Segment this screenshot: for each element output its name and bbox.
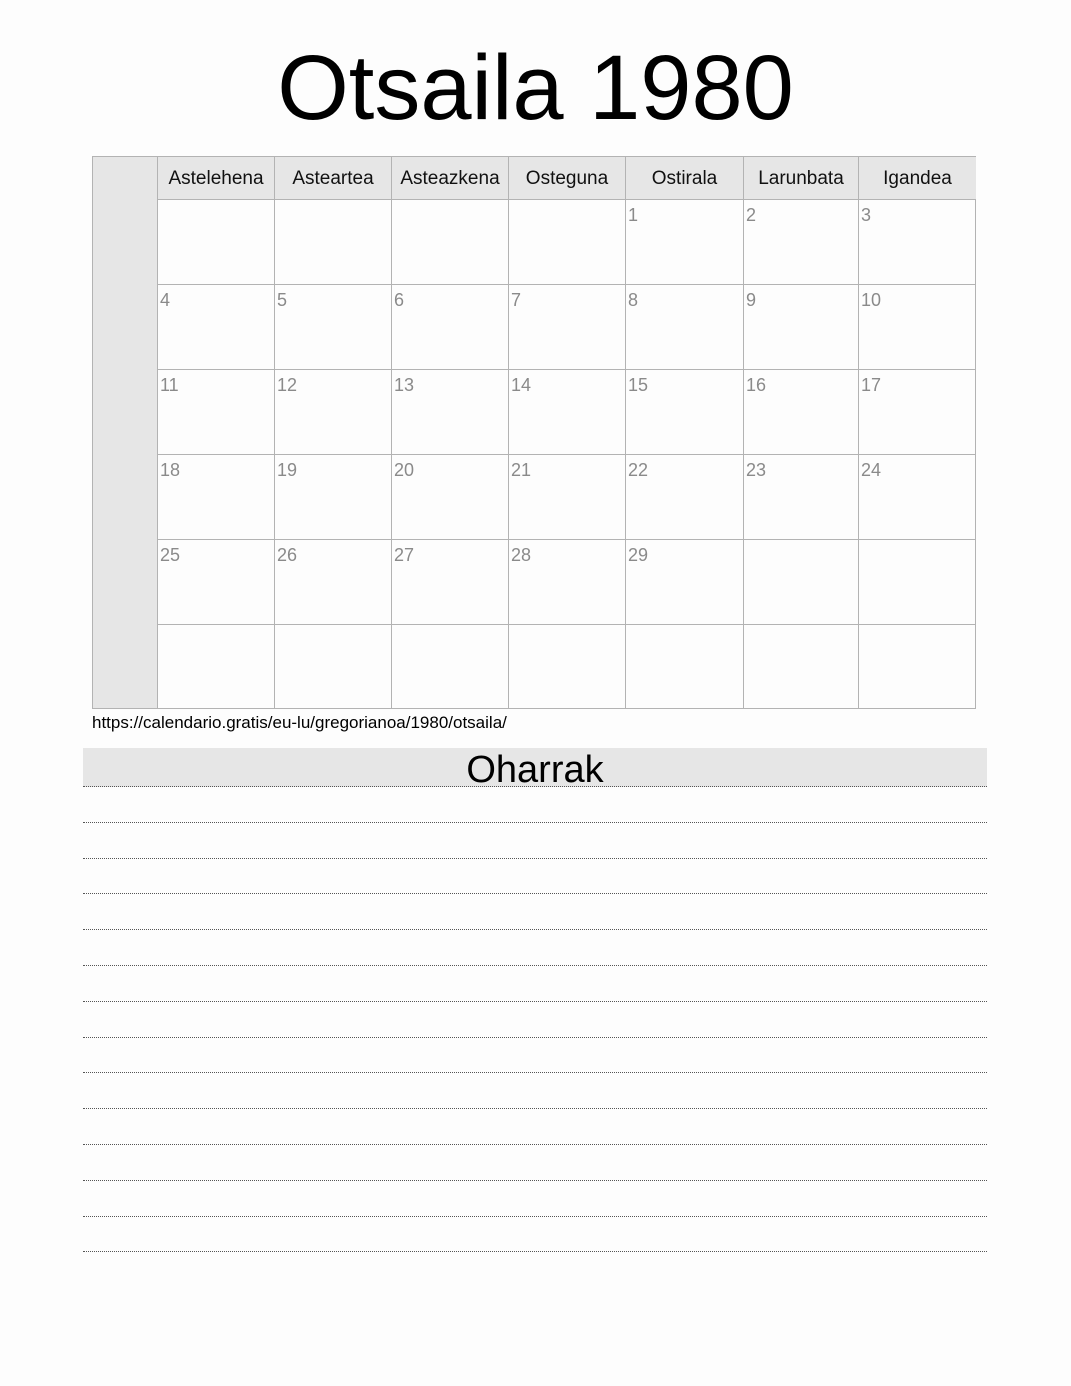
notes-heading: Oharrak: [83, 748, 987, 787]
day-number: 9: [746, 290, 757, 310]
day-cell: [744, 285, 859, 370]
day-cell: [158, 455, 275, 540]
day-number: 24: [861, 460, 882, 480]
note-line: [83, 1180, 987, 1181]
day-number: 8: [628, 290, 639, 310]
day-number: 14: [511, 375, 532, 395]
day-number: 15: [628, 375, 649, 395]
note-line: [83, 1216, 987, 1217]
day-number: 4: [160, 290, 171, 310]
day-number: 17: [861, 375, 882, 395]
day-number: 6: [394, 290, 405, 310]
day-number: 12: [277, 375, 298, 395]
day-cell: [509, 455, 626, 540]
day-number: 1: [628, 205, 639, 225]
day-number: 11: [160, 375, 179, 395]
day-cell: [275, 625, 392, 708]
day-number: 5: [277, 290, 288, 310]
day-cell: [859, 200, 976, 285]
day-cell: [158, 540, 275, 625]
day-cell: [744, 370, 859, 455]
day-cell: [859, 625, 976, 708]
weekday-header-friday: Ostirala: [626, 157, 744, 200]
day-cell: [275, 455, 392, 540]
day-number: 19: [277, 460, 298, 480]
note-line: [83, 1144, 987, 1145]
day-cell: [626, 540, 744, 625]
weekday-header-monday: Astelehena: [158, 157, 275, 200]
day-number: 7: [511, 290, 522, 310]
note-line: [83, 1037, 987, 1038]
note-line: [83, 929, 987, 930]
day-cell: [275, 540, 392, 625]
day-number: 28: [511, 545, 532, 565]
day-cell: [275, 285, 392, 370]
weekday-header-tuesday: Asteartea: [275, 157, 392, 200]
day-cell: [392, 455, 509, 540]
day-cell: [158, 625, 275, 708]
day-cell: [744, 200, 859, 285]
weekday-header-sunday: Igandea: [883, 168, 952, 189]
note-line: [83, 965, 987, 966]
day-number: 26: [277, 545, 298, 565]
weekday-header-saturday: Larunbata: [744, 157, 859, 200]
day-cell: [392, 540, 509, 625]
day-cell: [744, 540, 859, 625]
day-cell: [626, 285, 744, 370]
day-number: 29: [628, 545, 649, 565]
week-number-column: [93, 157, 158, 708]
weekday-header-row: [158, 157, 976, 200]
day-number: 25: [160, 545, 181, 565]
note-line: [83, 1108, 987, 1109]
day-cell: [626, 370, 744, 455]
day-cell: [744, 625, 859, 708]
day-cell: [158, 200, 275, 285]
day-cell: [158, 370, 275, 455]
day-cell: [392, 370, 509, 455]
day-number: 20: [394, 460, 415, 480]
day-number: 27: [394, 545, 415, 565]
note-line: [83, 822, 987, 823]
day-number: 3: [861, 205, 872, 225]
note-line: [83, 786, 987, 787]
note-line: [83, 1001, 987, 1002]
note-line: [83, 858, 987, 859]
day-cell: [275, 370, 392, 455]
day-number: 16: [746, 375, 767, 395]
day-cell: [158, 285, 275, 370]
day-cell: [626, 625, 744, 708]
calendar-grid: [92, 156, 976, 709]
day-cell: [859, 285, 976, 370]
day-number: 22: [628, 460, 649, 480]
day-number: 21: [511, 460, 532, 480]
weekday-header-thursday: Osteguna: [509, 157, 626, 200]
day-number: 13: [394, 375, 415, 395]
day-cell: [626, 200, 744, 285]
note-line: [83, 1251, 987, 1252]
day-cell: [859, 370, 976, 455]
day-number: 23: [746, 460, 767, 480]
page-title: Otsaila 1980: [277, 37, 794, 139]
day-cell: [275, 200, 392, 285]
day-cell: [392, 625, 509, 708]
day-cell: [392, 285, 509, 370]
day-cell: [509, 540, 626, 625]
day-number: 2: [746, 205, 757, 225]
day-cell: [509, 625, 626, 708]
day-number: 10: [861, 290, 882, 310]
day-cell: [392, 200, 509, 285]
day-cell: [509, 200, 626, 285]
weekday-header-wednesday: Asteazkena: [392, 157, 509, 200]
day-cell: [509, 285, 626, 370]
day-cell: [744, 455, 859, 540]
source-url: https://calendario.gratis/eu-lu/gregorianoa/1980/otsaila/: [92, 713, 507, 732]
note-line: [83, 893, 987, 894]
day-cell: [859, 540, 976, 625]
day-cell: [859, 455, 976, 540]
day-number: 18: [160, 460, 181, 480]
day-cell: [626, 455, 744, 540]
note-line: [83, 1072, 987, 1073]
day-cell: [509, 370, 626, 455]
